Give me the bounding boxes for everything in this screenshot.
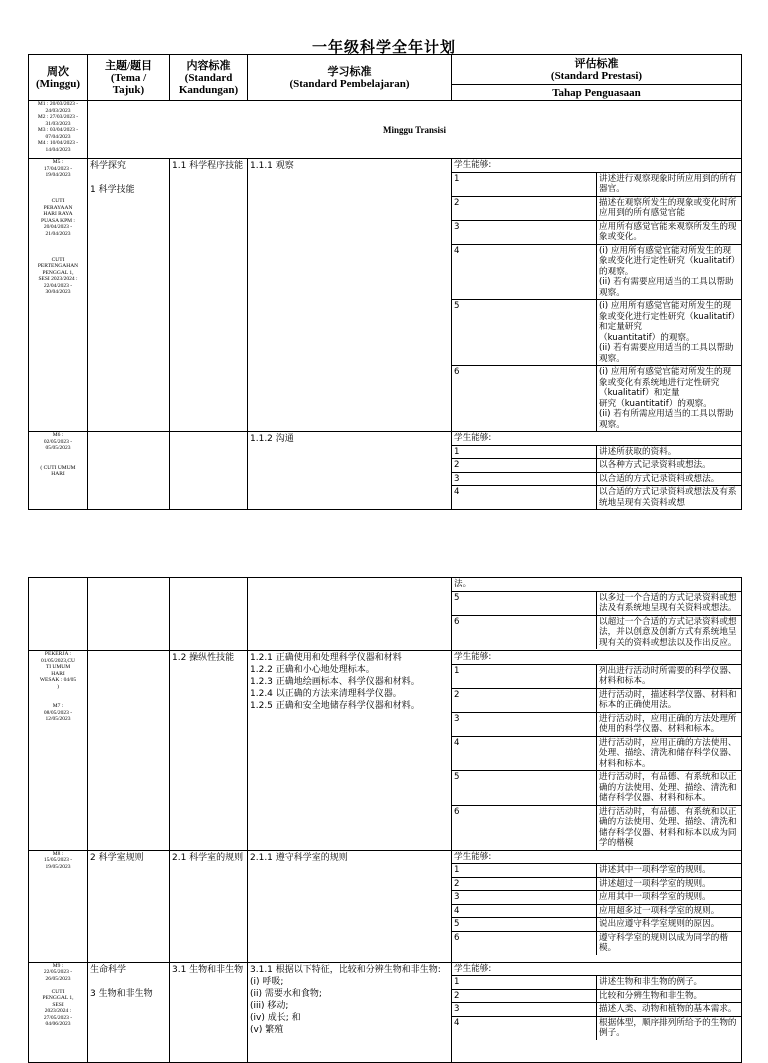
assessment-cell [452,159,742,432]
mastery-level-number: 1 [452,864,597,878]
mastery-level-row [452,472,741,486]
students-can-label: 法。 [452,578,741,591]
mastery-level-number: 1 [452,445,597,459]
mastery-level-number: 3 [452,1003,597,1017]
header-theme-sub1: (Tema / [110,71,147,84]
header-theme-sub2: Tajuk) [112,83,145,96]
mastery-level-number: 5 [452,918,597,932]
week-cell: M6 : 02/05/2023 - 05/05/2023 ( CUTI UMUM HARI [29,432,88,510]
plan-table-page-2 [28,577,742,1063]
plan-row [29,432,742,510]
mastery-levels [452,432,741,509]
header-assessment-sub: (Standard Prestasi) [550,69,643,82]
plan-table-page-1 [28,54,742,510]
transition-weeks: M1 : 20/03/2023 - 24/03/2023 M2 : 27/03/2023 - 31/03/2023 M3 : 03/04/2023 - 07/04/2023 M4 : 10/04/2023 - 14/04/2023 [29,101,88,159]
assessment-cell [452,651,742,851]
header-learning-label: 学习标准 [327,65,372,78]
theme-cell: 2 科学室规则 [88,850,170,962]
header-week [29,55,88,101]
mastery-level-row [452,976,741,990]
mastery-level-number: 2 [452,688,597,712]
plan-row [29,159,742,432]
week-cell: M8 : 15/05/2023 - 19/05/2023 [29,850,88,962]
mastery-level-number: 1 [452,172,597,196]
mastery-level-row [452,931,741,955]
content-standard-cell: 1.2 操纵性技能 [170,651,248,851]
mastery-level-number: 5 [452,771,597,806]
mastery-level-text: 以超过一个合适的方式记录资料或想法，并以创意及创新方式有系统地呈现有关的资料或想法以及作出反应。 [599,616,737,648]
mastery-level-row [452,244,741,300]
mastery-level-row [452,591,741,615]
mastery-level-text: 进行活动时，有品德、有系统和以正确的方法使用、处理、描绘、清洗和储存科学仪器、材料和标本以成为同学的楷模 [599,806,737,848]
header-assessment-label: 评估标准 [574,57,619,70]
mastery-level-number: 5 [452,300,597,366]
header-row [29,55,742,85]
week-cell: M5 : 17/04/2023 - 19/04/2023 CUTI PERAYAAN HARI RAYA PUASA KPM : 20/04/2023 - 21/04/2023 CUTI PERTENGAHAN PENGGAL 1, SESI 2023/2024 : 22/04/2023 - 30/04/2023 [29,159,88,432]
mastery-level-text: 列出进行活动时所需要的科学仪器、材料和标本。 [597,664,742,688]
theme-cell [88,651,170,851]
mastery-level-text: 描述人类、动物和植物的基本需求。 [597,1003,742,1017]
mastery-level-number: 6 [452,615,597,649]
header-mastery: Tahap Penguasaan [452,85,742,101]
mastery-level-row [452,220,741,244]
students-can-label: 学生能够: [452,432,741,445]
mastery-level-number: 3 [452,891,597,905]
assessment-cell [452,962,742,1062]
mastery-level-row [452,989,741,1003]
mastery-levels [452,851,741,955]
transition-row [29,101,742,159]
mastery-levels [452,578,741,649]
mastery-level-text: 进行活动时，应用正确的方法处理所使用的科学仪器、材料和标本。 [597,712,742,736]
mastery-level-row [452,486,741,510]
mastery-level-row [452,688,741,712]
plan-row [29,578,742,651]
mastery-levels [452,963,741,1040]
mastery-level-text: 进行活动时，应用正确的方法使用、处理、描绘、清洗和储存科学仪器、材料和标本。 [597,736,742,771]
header-assessment [452,55,742,85]
header-content-sub1: (Standard [184,71,233,84]
mastery-level-row [452,771,741,806]
mastery-level-number: 3 [452,220,597,244]
learning-standard-cell: 1.1.2 沟通 [248,432,452,510]
header-content-sub2: Kandungan) [178,83,239,96]
mastery-level-row [452,1016,741,1040]
mastery-level-text: 以多过一个合适的方式记录资料或想法及有系统地呈现有关资料或想法。 [597,591,742,615]
mastery-level-row [452,736,741,771]
mastery-level-row [452,459,741,473]
learning-standard-cell [248,578,452,651]
mastery-level-number: 5 [452,591,597,615]
students-can-label: 学生能够: [452,159,741,172]
mastery-level-text: 说出应遵守科学室规则的原因。 [597,918,742,932]
mastery-level-number: 3 [452,712,597,736]
mastery-level-text: (i) 应用所有感觉官能对所发生的现象或变化有系统地进行定性研究（kualitatif）和定量 研究（kuantitatif）的观察。 (ii) 若有所需应用适当的工具以帮助观察。 [599,367,734,430]
students-can-label: 学生能够: [452,651,741,664]
mastery-level-text: 根据体型，顺序排列所给予的生物的例子。 [599,1017,737,1038]
mastery-level-text: 以合适的方式记录资料或想法。 [597,472,742,486]
header-learning-sub: (Standard Pembelajaran) [289,77,410,90]
document-title: 一年级科学全年计划 [311,38,456,56]
students-can-label: 学生能够: [452,963,741,976]
mastery-level-row [452,805,741,850]
mastery-level-text: 进行活动时，描述科学仪器、材料和标本的正确使用法。 [597,688,742,712]
header-learning [248,55,452,101]
week-cell: PEKERJA : 01/05/2023,CU TI UMUM HARI WESAK : 04/05 ) M7 : 08/05/2023 - 12/05/2023 [29,651,88,851]
mastery-level-number: 1 [452,976,597,990]
mastery-level-text: 讲述超过一项科学室的规则。 [597,877,742,891]
mastery-level-text: 遵守科学室的规则以成为同学的楷模。 [599,932,728,953]
mastery-level-number: 4 [452,904,597,918]
mastery-level-number: 2 [452,459,597,473]
mastery-level-text: 应用所有感觉官能来观察所发生的现象或变化。 [597,220,742,244]
mastery-level-row [452,891,741,905]
mastery-level-row [452,864,741,878]
theme-cell: 生命科学 3 生物和非生物 [88,962,170,1062]
transition-label: Minggu Transisi [88,101,742,159]
week-cell: M9 : 22/05/2023 - 26/05/2023 CUTI PENGGAL 1, SESI 2023/2024 : 27/05/2023 - 04/06/2023 [29,962,88,1062]
mastery-level-row [452,445,741,459]
mastery-level-number: 3 [452,472,597,486]
mastery-level-text: 讲述进行观察现象时所应用到的所有器官。 [597,172,742,196]
plan-row [29,651,742,851]
header-content [170,55,248,101]
mastery-level-number: 2 [452,989,597,1003]
assessment-cell [452,578,742,651]
mastery-level-number: 4 [452,244,597,300]
mastery-level-text: 比较和分辨生物和非生物。 [597,989,742,1003]
mastery-level-number: 6 [452,931,597,955]
theme-cell [88,432,170,510]
mastery-level-text: 应用超多过一项科学室的规则。 [597,904,742,918]
mastery-level-row [452,300,741,366]
mastery-level-text: 进行活动时，有品德、有系统和以正确的方法使用、处理、描绘、清洗和储存科学仪器、材料和标本。 [597,771,742,806]
mastery-level-text: 讲述生物和非生物的例子。 [597,976,742,990]
mastery-level-text: 讲述其中一项科学室的规则。 [597,864,742,878]
content-standard-cell: 1.1 科学程序技能 [170,159,248,432]
mastery-level-row [452,196,741,220]
content-standard-cell: 3.1 生物和非生物 [170,962,248,1062]
mastery-level-text: 以合适的方式记录资料或想法及有系统地呈现有关资料或想 [599,487,737,508]
theme-cell [88,578,170,651]
mastery-levels [452,159,741,431]
header-theme [88,55,170,101]
mastery-level-row [452,366,741,432]
mastery-level-row [452,1003,741,1017]
mastery-level-row [452,172,741,196]
mastery-level-text: 应用其中一项科学室的规则。 [597,891,742,905]
content-standard-cell: 2.1 科学室的规则 [170,850,248,962]
mastery-level-row [452,712,741,736]
header-theme-label: 主题/题目 [104,59,153,72]
assessment-cell [452,432,742,510]
mastery-level-number: 1 [452,664,597,688]
mastery-level-text: (i) 应用所有感觉官能对所发生的现象或变化进行定性研究（kualitatif）和定量研究 （kuantitatif）的观察。 (ii) 若有需要应用适当的工具以帮助观察。 [597,300,742,366]
mastery-level-number: 6 [452,366,597,432]
plan-row [29,962,742,1062]
mastery-level-row [452,918,741,932]
mastery-level-row [452,664,741,688]
content-standard-cell [170,578,248,651]
plan-row [29,850,742,962]
mastery-level-row [452,615,741,649]
header-week-sub: (Minggu) [36,77,80,90]
learning-standard-cell: 2.1.1 遵守科学室的规则 [248,850,452,962]
mastery-level-text: 讲述所获取的资料。 [597,445,742,459]
mastery-level-number: 6 [452,805,597,850]
learning-standard-cell: 1.2.1 正确使用和处理科学仪器和材料 1.2.2 正确和小心地处理标本。 1.2.3 正确地绘画标本、科学仪器和材料。 1.2.4 以正确的方法来清理科学仪器。 1.2.5 正确和安全地储存科学仪器和材料。 [248,651,452,851]
header-week-label: 周次 [47,65,69,78]
week-cell [29,578,88,651]
learning-standard-cell: 1.1.1 观察 [248,159,452,432]
mastery-level-number: 4 [452,736,597,771]
theme-cell: 科学探究 1 科学技能 [88,159,170,432]
mastery-level-row [452,877,741,891]
mastery-level-number: 2 [452,196,597,220]
students-can-label: 学生能够: [452,851,741,864]
content-standard-cell [170,432,248,510]
mastery-levels [452,651,741,850]
mastery-level-number: 4 [452,1016,597,1040]
assessment-cell [452,850,742,962]
mastery-level-text: (i) 应用所有感觉官能对所发生的现象或变化进行定性研究（kualitatif）的观察。 (ii) 若有需要应用适当的工具以帮助观察。 [597,244,742,300]
mastery-level-row [452,904,741,918]
learning-standard-cell: 3.1.1 根据以下特征，比较和分辨生物和非生物: (i) 呼吸; (ii) 需要水和食物; (iii) 移动; (iv) 成长; 和 (v) 繁殖 [248,962,452,1062]
mastery-level-number: 2 [452,877,597,891]
mastery-level-text: 以各种方式记录资料或想法。 [597,459,742,473]
header-content-label: 内容标准 [186,59,231,72]
mastery-level-text: 描述在观察所发生的现象或变化时所应用到的所有感觉官能 [597,196,742,220]
mastery-level-number: 4 [452,486,597,510]
